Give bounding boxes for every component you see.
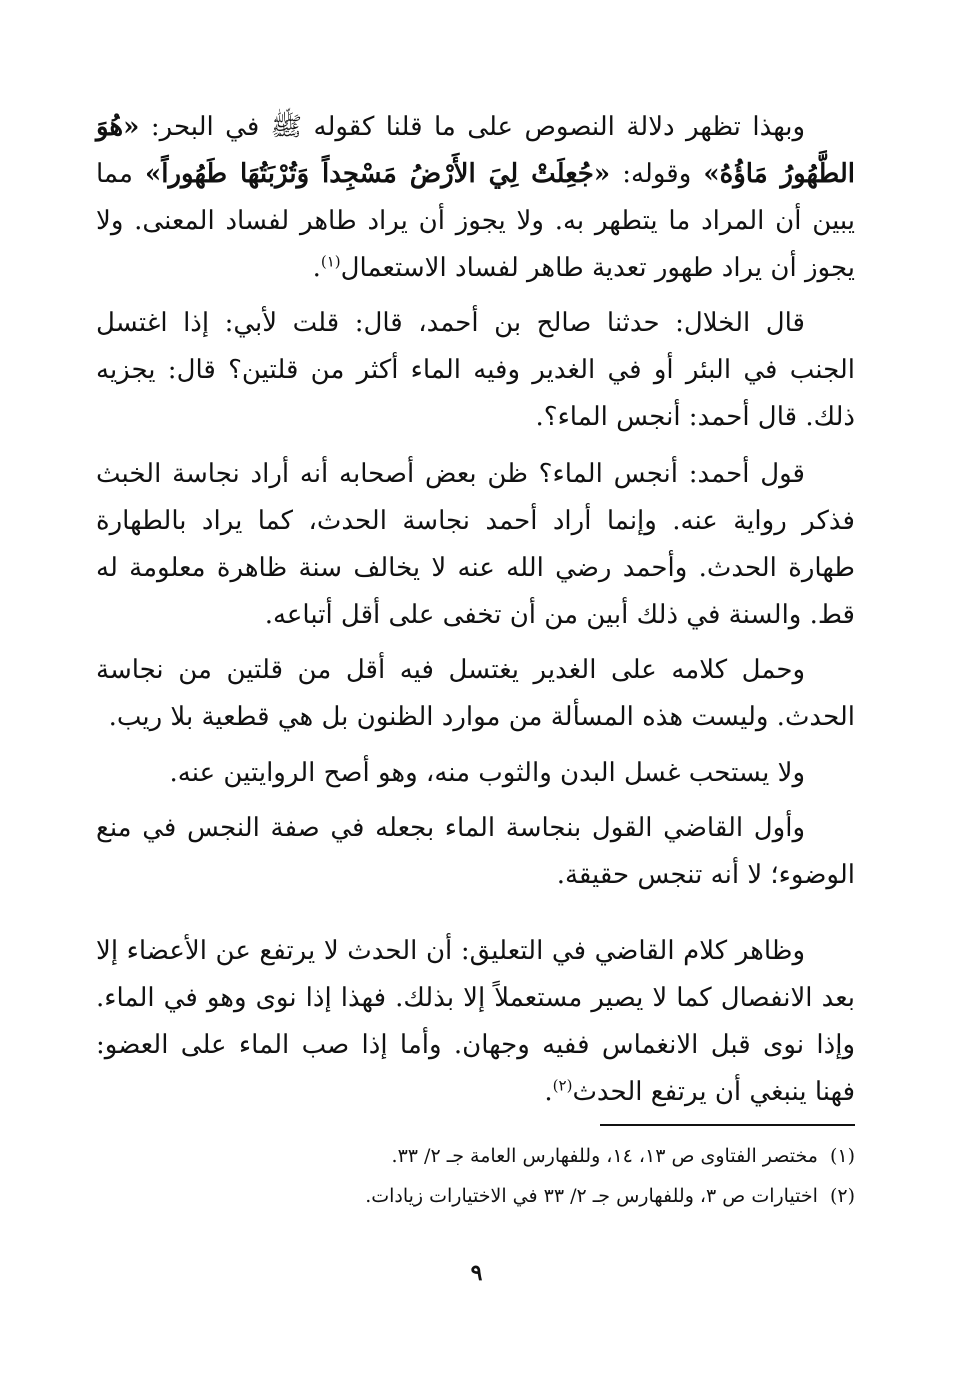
footnote-1 — [96, 1137, 855, 1175]
hadith-quote-2: «جُعِلَتْ لِيَ الأَرْضُ مَسْجِداً وَتُرْبَتُهَا طَهُوراً» — [144, 159, 611, 189]
footnote-2-text: اختيارات ص ٣، وللفهارس جـ ٢/ ٣٣ في الاختيارات زيادات. — [365, 1185, 818, 1207]
footnote-1-number: (١) — [829, 1145, 855, 1167]
paragraph-1-text-c: مما يبين أن المراد ما يتطهر به. ولا يجوز أن يراد طاهر لفساد المعنى. ولا يجوز أن يراد طهور تعدية طاهر لفساد الاستعمال — [96, 159, 855, 283]
paragraph-3: قول أحمد: أنجس الماء؟ ظن بعض أصحابه أنه أراد نجاسة الخبث فذكر رواية عنه. وإنما أراد أحمد نجاسة الحدث، كما يراد بالطهارة طهارة الحدث. وأحمد رضي الله عنه لا يخالف سنة ظاهرة معلومة له قط. والسنة في ذلك أبين من أن تخفى على أقل أتباعه. — [96, 459, 855, 630]
paragraph-1 — [96, 104, 855, 292]
footnote-1-text: مختصر الفتاوى ص ١٣، ١٤، وللفهارس العامة جـ ٢/ ٣٣. — [391, 1145, 818, 1167]
paragraph-5: ولا يستحب غسل البدن والثوب منه، وهو أصح الروايتين عنه. — [169, 758, 805, 788]
footnote-ref-1[interactable]: (١) — [320, 252, 341, 271]
footnote-2-number: (٢) — [829, 1185, 855, 1207]
hadith-quote-1: «هُوَ الطَّهُورُ مَاؤُهُ» — [96, 112, 855, 189]
paragraph-6: وأول القاضي القول بنجاسة الماء بجعله في صفة النجس في منع الوضوء؛ لا أنه تنجس حقيقة. — [96, 813, 855, 890]
paragraph-4: وحمل كلامه على الغدير يغتسل فيه أقل من قلتين من نجاسة الحدث. وليست هذه المسألة من موارد الظنون بل هي قطعية بلا ريب. — [96, 655, 855, 732]
footnote-2 — [96, 1177, 855, 1215]
paragraph-1-text-b: وقوله: — [610, 159, 704, 189]
paragraph-1-end: . — [312, 253, 321, 283]
paragraph-7 — [96, 928, 855, 1116]
paragraph-7-text: وظاهر كلام القاضي في التعليق: أن الحدث لا يرتفع عن الأعضاء إلا بعد الانفصال كما لا يصير مستعملاً إلا بذلك. فهذا إذا نوى وهو في الماء. وإذا نوى قبل الانغماس ففيه وجهان. وأما إذا صب الماء على العضو: فهنا ينبغي أن يرتفع الحدث — [96, 936, 855, 1107]
page-number: ٩ — [470, 1260, 483, 1286]
footnote-ref-2[interactable]: (٢) — [552, 1076, 573, 1095]
paragraph-1-text-a: وبهذا تظهر دلالة النصوص على ما قلنا كقوله ﷺ في البحر: — [139, 112, 805, 142]
paragraph-7-end: . — [544, 1077, 553, 1107]
paragraph-2: قال الخلال: حدثنا صالح بن أحمد، قال: قلت لأبي: إذا اغتسل الجنب في البئر أو في الغدير وفيه الماء أكثر من قلتين؟ قال: يجزيه ذلك. قال أحمد: أنجس الماء؟. — [96, 308, 855, 432]
footnote-separator — [600, 1124, 855, 1126]
